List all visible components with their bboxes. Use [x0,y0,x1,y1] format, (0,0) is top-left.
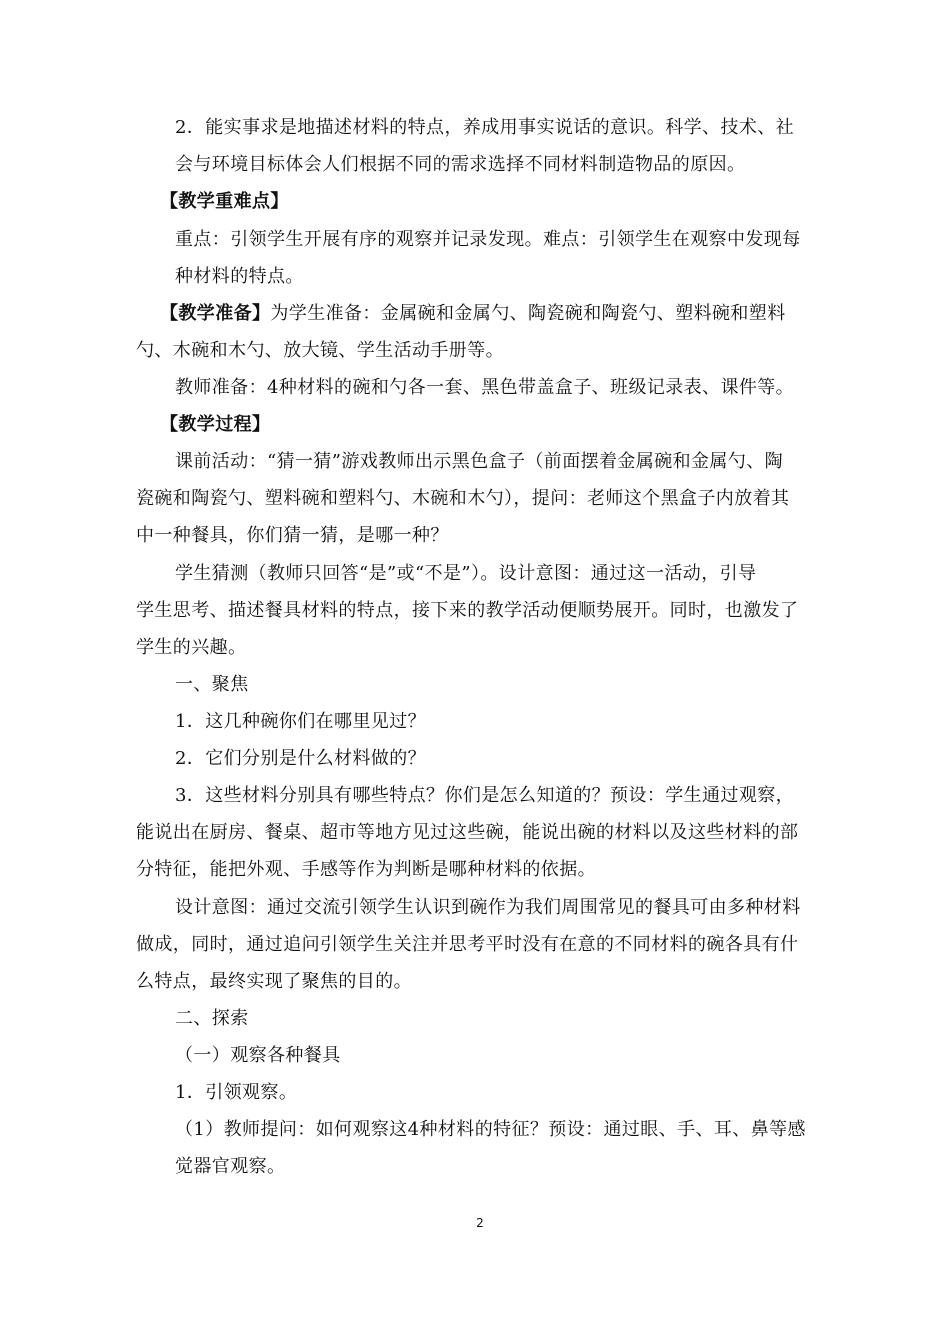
heading-key-difficulties: 【教学重难点】 [160,191,289,212]
prep-line-2: 勺、木碗和木勺、放大镜、学生活动手册等。 [136,340,504,361]
heading-teaching-prep: 【教学准备】 [160,303,271,324]
focus-intent-line-3: 么特点，最终实现了聚焦的目的。 [136,971,412,992]
focus-question-2: 2．它们分别是什么材料做的？ [175,748,427,769]
pre-class-line-2: 瓷碗和陶瓷勺、塑料碗和塑料勺、木碗和木勺），提问：老师这个黑盒子内放着其 [136,488,790,509]
section-explore-heading: 二、探索 [175,1008,249,1029]
key-points-line-2: 种材料的特点。 [175,266,304,287]
pre-class-line-3: 中一种餐具，你们猜一猜，是哪一种？ [136,525,449,546]
objective-2-line-2: 会与环境目标体会人们根据不同的需求选择不同材料制造物品的原因。 [175,154,746,175]
teacher-prep-line: 教师准备：4种材料的碗和勺各一套、黑色带盖盒子、班级记录表、课件等。 [175,377,795,398]
explore-item-1-1-line-2: 觉器官观察。 [175,1156,286,1177]
explore-item-1-1-line-1: （1）教师提问：如何观察这4种材料的特征？预设：通过眼、手、耳、鼻等感 [175,1119,806,1140]
guess-line-1: 学生猜测（教师只回答“是”或“不是”）。设计意图：通过这一活动，引导 [175,563,757,584]
pre-class-line-1: 课前活动：“猜一猜”游戏教师出示黑色盒子（前面摆着金属碗和金属勺、陶 [175,451,784,472]
focus-intent-line-1: 设计意图：通过交流引领学生认识到碗作为我们周围常见的餐具可由多种材料 [175,897,801,918]
focus-question-3-line-1: 3．这些材料分别具有哪些特点？你们是怎么知道的？预设：学生通过观察， [175,785,795,806]
prep-line-1-text: 为学生准备：金属碗和金属勺、陶瓷碗和陶瓷勺、塑料碗和塑料 [270,303,786,324]
heading-teaching-process: 【教学过程】 [160,414,271,435]
focus-intent-line-2: 做成，同时，通过追问引领学生关注并思考平时没有在意的不同材料的碗各具有什 [136,934,799,955]
focus-question-1: 1．这几种碗你们在哪里见过？ [175,711,427,732]
key-points-line-1: 重点：引领学生开展有序的观察并记录发现。难点：引领学生在观察中发现每 [175,229,801,250]
explore-item-1: 1．引领观察。 [175,1082,298,1103]
objective-2-line-1: 2．能实事求是地描述材料的特点，养成用事实说话的意识。科学、技术、社 [175,117,795,138]
section-focus-heading: 一、聚焦 [175,674,249,695]
page-number: 2 [476,1216,484,1230]
guess-line-3: 学生的兴趣。 [136,637,247,658]
focus-question-3-line-2: 能说出在厨房、餐桌、超市等地方见过这些碗，能说出碗的材料以及这些材料的部 [136,822,799,843]
prep-line-1 [160,302,786,326]
guess-line-2: 学生思考、描述餐具材料的特点，接下来的教学活动便顺势展开。同时，也激发了 [136,600,799,621]
explore-subheading-1: （一）观察各种餐具 [175,1045,341,1066]
focus-question-3-line-3: 分特征，能把外观、手感等作为判断是哪种材料的依据。 [136,859,596,880]
